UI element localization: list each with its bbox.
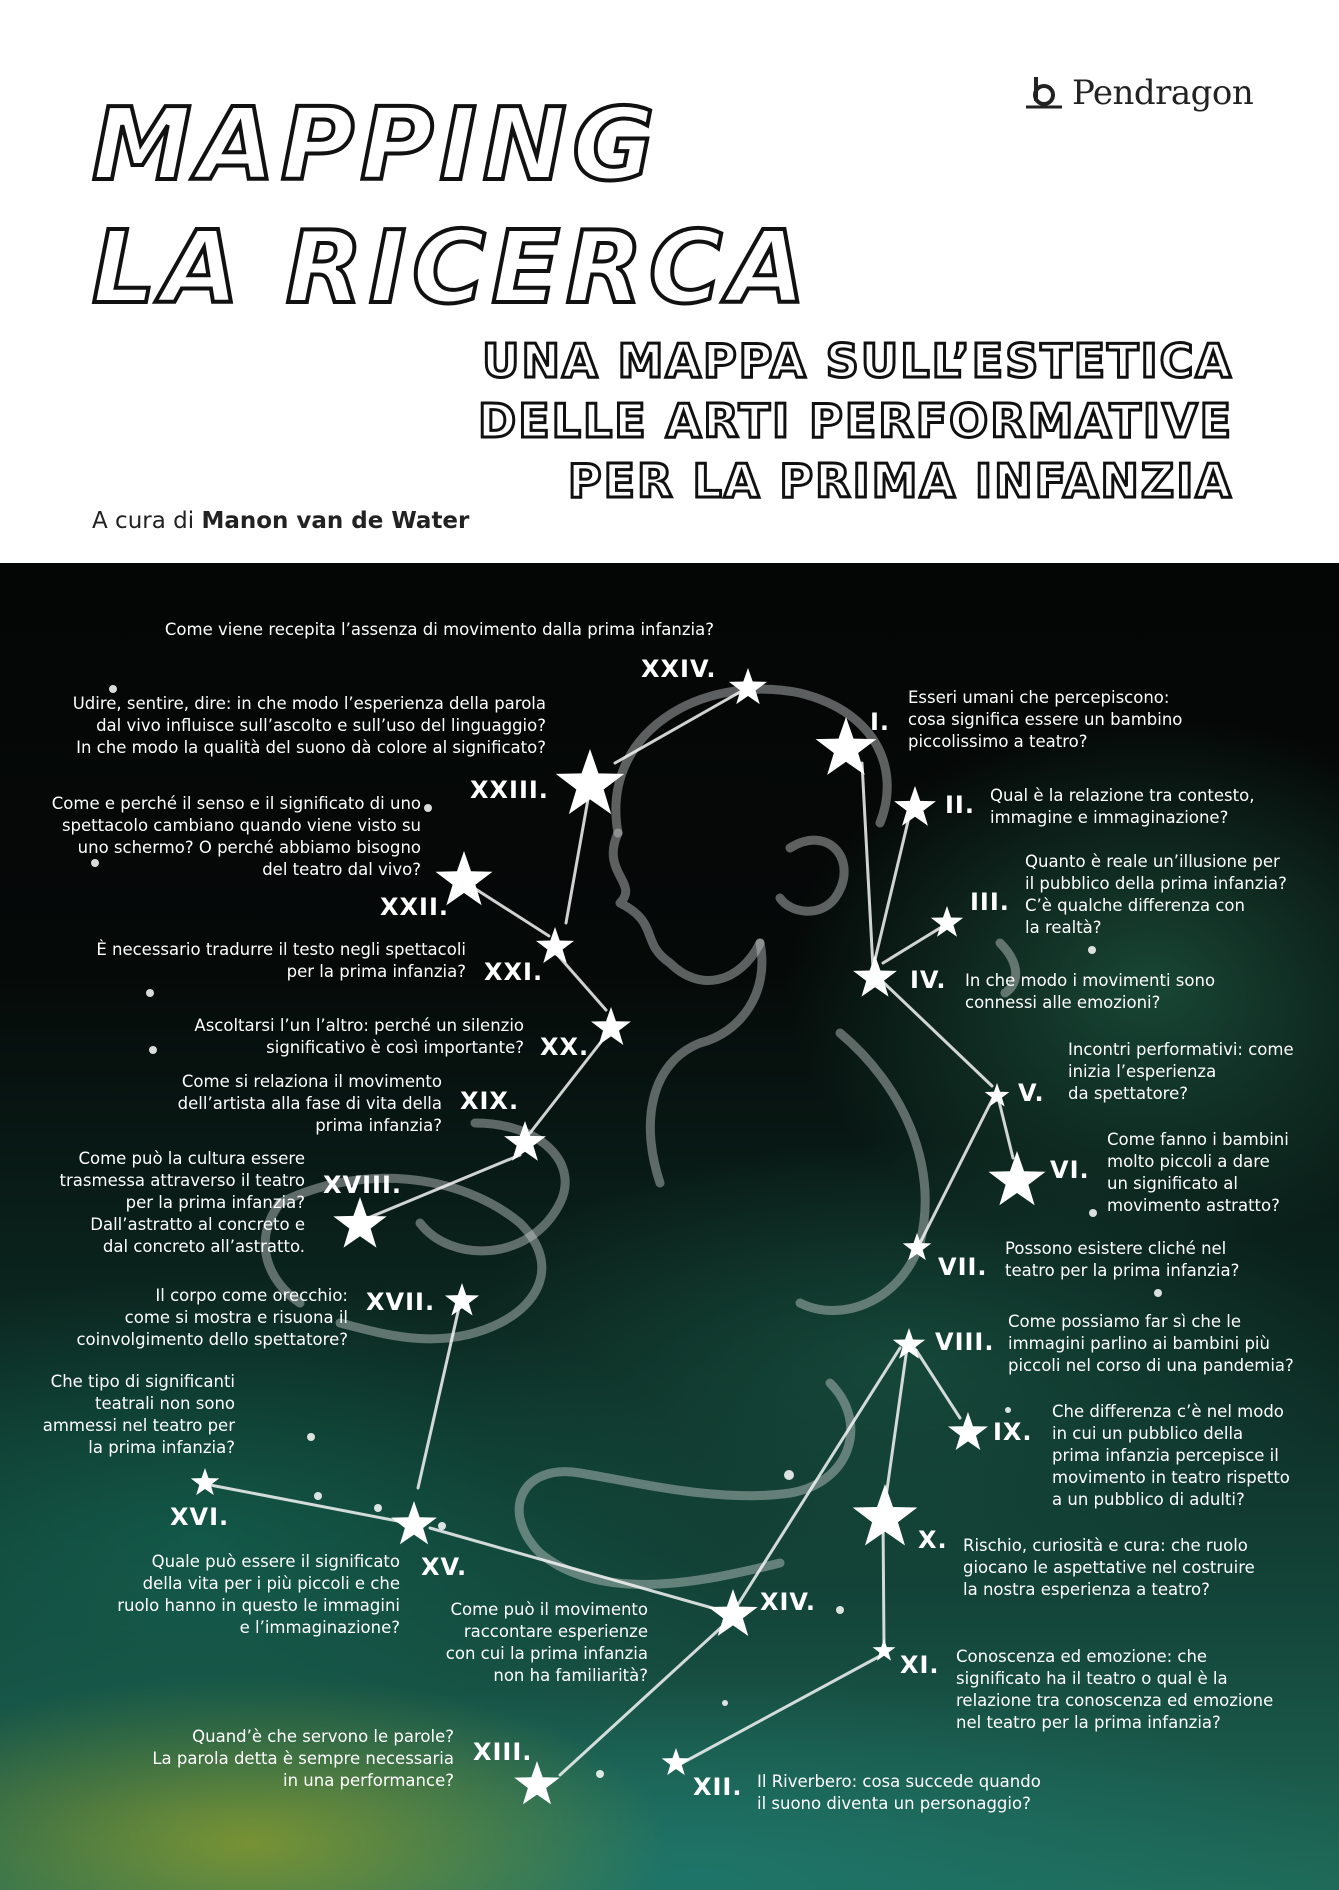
- subtitle-line-3: PER LA PRIMA INFANZIA: [567, 454, 1233, 508]
- numeral-8: VIII.: [935, 1328, 995, 1356]
- numeral-21: XXI.: [484, 958, 544, 986]
- question-2: Qual è la relazione tra contesto, immagine e immaginazione?: [990, 786, 1255, 827]
- numeral-11: XI.: [900, 1651, 940, 1679]
- star-xv: [391, 1501, 437, 1544]
- question-23: Udire, sentire, dire: in che modo l’esperienza della parola dal vivo influisce sull’ascolto e sull’uso del linguaggio? In che modo la qualità del suono dà colore al significato?: [72, 694, 546, 757]
- question-18: Come può la cultura essere trasmessa attraverso il teatro per la prima infanzia? Dall’astratto al concreto e dal concreto all’astratto.: [59, 1149, 305, 1256]
- question-5: Incontri performativi: come inizia l’esperienza da spettatore?: [1068, 1040, 1294, 1103]
- numeral-6: VI.: [1050, 1156, 1090, 1184]
- numeral-13: XIII.: [473, 1738, 533, 1766]
- star-xvii: [445, 1283, 479, 1316]
- star-xviii: [333, 1197, 386, 1248]
- question-9: Che differenza c’è nel modo in cui un pubblico della prima infanzia percepisce il movimento in teatro rispetto a un pubblico di adulti?: [1052, 1402, 1290, 1509]
- question-4: In che modo i movimenti sono connessi alle emozioni?: [965, 971, 1216, 1012]
- star-v: [985, 1083, 1010, 1107]
- star-xvi: [191, 1468, 220, 1495]
- numeral-22: XXII.: [380, 893, 449, 921]
- star-ix: [948, 1412, 988, 1450]
- question-12: Il Riverbero: cosa succede quando il suono diventa un personaggio?: [757, 1772, 1041, 1813]
- numeral-7: VII.: [938, 1253, 988, 1281]
- question-22: Come e perché il senso e il significato di uno spettacolo cambiano quando viene visto su uno schermo? O perché abbiamo bisogno del teatro dal vivo?: [51, 794, 421, 879]
- curator-line: [92, 508, 469, 534]
- star-xxiv: [729, 668, 767, 704]
- star-vi: [988, 1151, 1045, 1205]
- question-21: È necessario tradurre il testo negli spettacoli per la prima infanzia?: [96, 940, 466, 981]
- star-xii: [662, 1748, 691, 1775]
- question-13: Quand’è che servono le parole? La parola detta è sempre necessaria in una performance?: [152, 1727, 454, 1790]
- question-15: Quale può essere il significato della vita per i più piccoli e che ruolo hanno in questo le immagini e l’immaginazione?: [117, 1552, 400, 1637]
- question-11: Conoscenza ed emozione: che significato ha il teatro o qual è la relazione tra conoscenza ed emozione nel teatro per la prima infanzia?: [956, 1647, 1274, 1732]
- numeral-2: II.: [945, 791, 975, 819]
- question-20: Ascoltarsi l’un l’altro: perché un silenzio significativo è così importante?: [194, 1016, 524, 1057]
- star-xiii: [514, 1761, 560, 1804]
- numeral-20: XX.: [540, 1033, 590, 1061]
- pendragon-mark-icon: [1022, 71, 1066, 115]
- title-line-2: LA RICERCA: [92, 209, 812, 326]
- numeral-4: IV.: [910, 966, 947, 994]
- question-16: Che tipo di significanti teatrali non sono ammessi nel teatro per la prima infanzia?: [42, 1372, 235, 1457]
- star-xiv: [708, 1589, 757, 1636]
- curator-prefix: A cura di: [92, 508, 195, 534]
- numeral-14: XIV.: [760, 1588, 817, 1616]
- question-19: Come si relaziona il movimento dell’artista alla fase di vita della prima infanzia?: [177, 1072, 442, 1135]
- question-24: Come viene recepita l’assenza di movimento dalla prima infanzia?: [164, 620, 714, 639]
- numeral-1: I.: [870, 708, 891, 736]
- numeral-17: XVII.: [366, 1288, 436, 1316]
- constellation-map: [0, 563, 1339, 1890]
- subtitle-line-1: UNA MAPPA SULL’ESTETICA: [482, 334, 1233, 388]
- numeral-15: XV.: [421, 1553, 468, 1581]
- question-10: Rischio, curiosità e cura: che ruolo giocano le aspettative nel costruire la nostra esperienza a teatro?: [963, 1536, 1255, 1599]
- numeral-16: XVI.: [170, 1503, 230, 1531]
- numeral-24: XXIV.: [641, 655, 717, 683]
- subtitle-line-2: DELLE ARTI PERFORMATIVE: [478, 394, 1233, 448]
- publisher-logo: [1022, 70, 1253, 116]
- header: [0, 0, 1339, 563]
- star-xx: [591, 1007, 631, 1045]
- numeral-3: III.: [970, 888, 1010, 916]
- numeral-23: XXIII.: [470, 776, 549, 804]
- question-6: Come fanno i bambini molto piccoli a dare un significato al movimento astratto?: [1107, 1130, 1289, 1215]
- question-3: Quanto è reale un’illusione per il pubblico della prima infanzia? C’è qualche differenza con la realtà?: [1025, 852, 1287, 937]
- question-1: Esseri umani che percepiscono: cosa significa essere un bambino piccolissimo a teatro?: [908, 688, 1183, 751]
- question-7: Possono esistere cliché nel teatro per la prima infanzia?: [1005, 1239, 1240, 1280]
- question-14: Come può il movimento raccontare esperienze con cui la prima infanzia non ha familiarità?: [445, 1600, 648, 1685]
- title-line-1: MAPPING: [92, 86, 661, 203]
- numeral-9: IX.: [993, 1418, 1033, 1446]
- star-x: [853, 1484, 918, 1546]
- publisher-name: Pendragon: [1072, 73, 1254, 113]
- numeral-10: X.: [918, 1526, 948, 1554]
- numeral-12: XII.: [693, 1773, 743, 1801]
- star-ii: [894, 786, 936, 826]
- curator-name: Manon van de Water: [201, 508, 470, 534]
- numeral-5: V.: [1018, 1079, 1045, 1107]
- question-17: Il corpo come orecchio: come si mostra e risuona il coinvolgimento dello spettatore?: [76, 1286, 348, 1349]
- numeral-18: XVIII.: [323, 1171, 402, 1199]
- numeral-19: XIX.: [460, 1087, 520, 1115]
- question-8: Come possiamo far sì che le immagini parlino ai bambini più piccoli nel corso di una pandemia?: [1008, 1312, 1294, 1375]
